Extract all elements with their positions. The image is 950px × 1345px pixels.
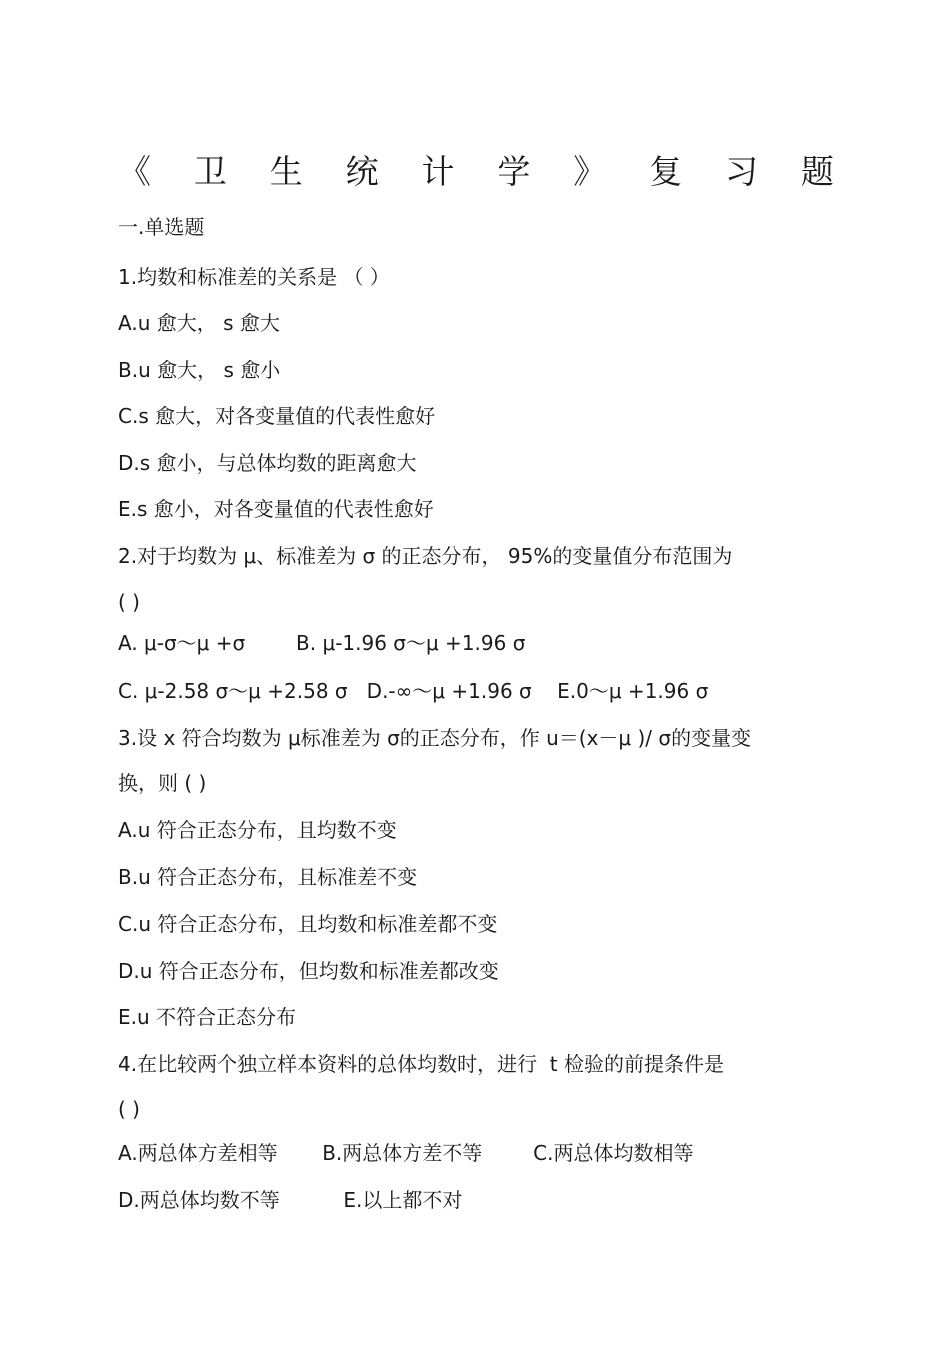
question-option: D.u 符合正态分布，但均数和标准差都改变 bbox=[118, 959, 499, 983]
question-stem-continuation: 换，则 ( ) bbox=[118, 771, 207, 795]
title-char: 习 bbox=[725, 152, 758, 191]
question-option: B.u 愈大， s 愈小 bbox=[118, 358, 281, 382]
question-option: A.u 符合正态分布，且均数不变 bbox=[118, 818, 397, 842]
question-option: C. μ-2.58 σ～μ +2.58 σ D.-∞～μ +1.96 σ E.0～μ +1.96 σ bbox=[118, 679, 709, 703]
question-stem-continuation: ( ) bbox=[118, 1097, 140, 1121]
title-char: 统 bbox=[345, 152, 379, 191]
title-char: 生 bbox=[269, 152, 303, 191]
question-option: A.u 愈大， s 愈大 bbox=[118, 311, 280, 335]
title-char: 》 bbox=[573, 152, 607, 191]
question-option: C.s 愈大，对各变量值的代表性愈好 bbox=[118, 404, 436, 428]
question-stem: 3.设 x 符合均数为 μ标准差为 σ的正态分布，作 u＝(x－μ )/ σ的变量变 bbox=[118, 726, 752, 750]
question-option: C.u 符合正态分布，且均数和标准差都不变 bbox=[118, 912, 498, 936]
title-char: 学 bbox=[497, 152, 531, 191]
question-option: D.s 愈小，与总体均数的距离愈大 bbox=[118, 451, 417, 475]
question-stem: 2.对于均数为 μ、标准差为 σ 的正态分布， 95%的变量值分布范围为 bbox=[118, 544, 733, 568]
title-char: 题 bbox=[800, 152, 834, 191]
question-stem: 4.在比较两个独立样本资料的总体均数时，进行 t 检验的前提条件是 bbox=[118, 1052, 724, 1076]
title-char: 复 bbox=[649, 152, 683, 191]
question-option: E.s 愈小，对各变量值的代表性愈好 bbox=[118, 497, 434, 521]
title-char: 计 bbox=[421, 152, 455, 191]
title-char: 《 bbox=[118, 152, 151, 191]
title-char: 卫 bbox=[193, 152, 227, 191]
document-title bbox=[118, 148, 834, 196]
question-option: D.两总体均数不等 E.以上都不对 bbox=[118, 1188, 463, 1212]
section-heading: 一.单选题 bbox=[118, 215, 205, 239]
question-option: B.u 符合正态分布，且标准差不变 bbox=[118, 865, 418, 889]
question-stem: 1.均数和标准差的关系是 （ ） bbox=[118, 265, 390, 289]
question-option: A.两总体方差相等 B.两总体方差不等 C.两总体均数相等 bbox=[118, 1141, 694, 1165]
question-option: A. μ-σ～μ +σ B. μ-1.96 σ～μ +1.96 σ bbox=[118, 631, 526, 655]
question-option: E.u 不符合正态分布 bbox=[118, 1005, 297, 1029]
question-stem-continuation: ( ) bbox=[118, 590, 140, 614]
